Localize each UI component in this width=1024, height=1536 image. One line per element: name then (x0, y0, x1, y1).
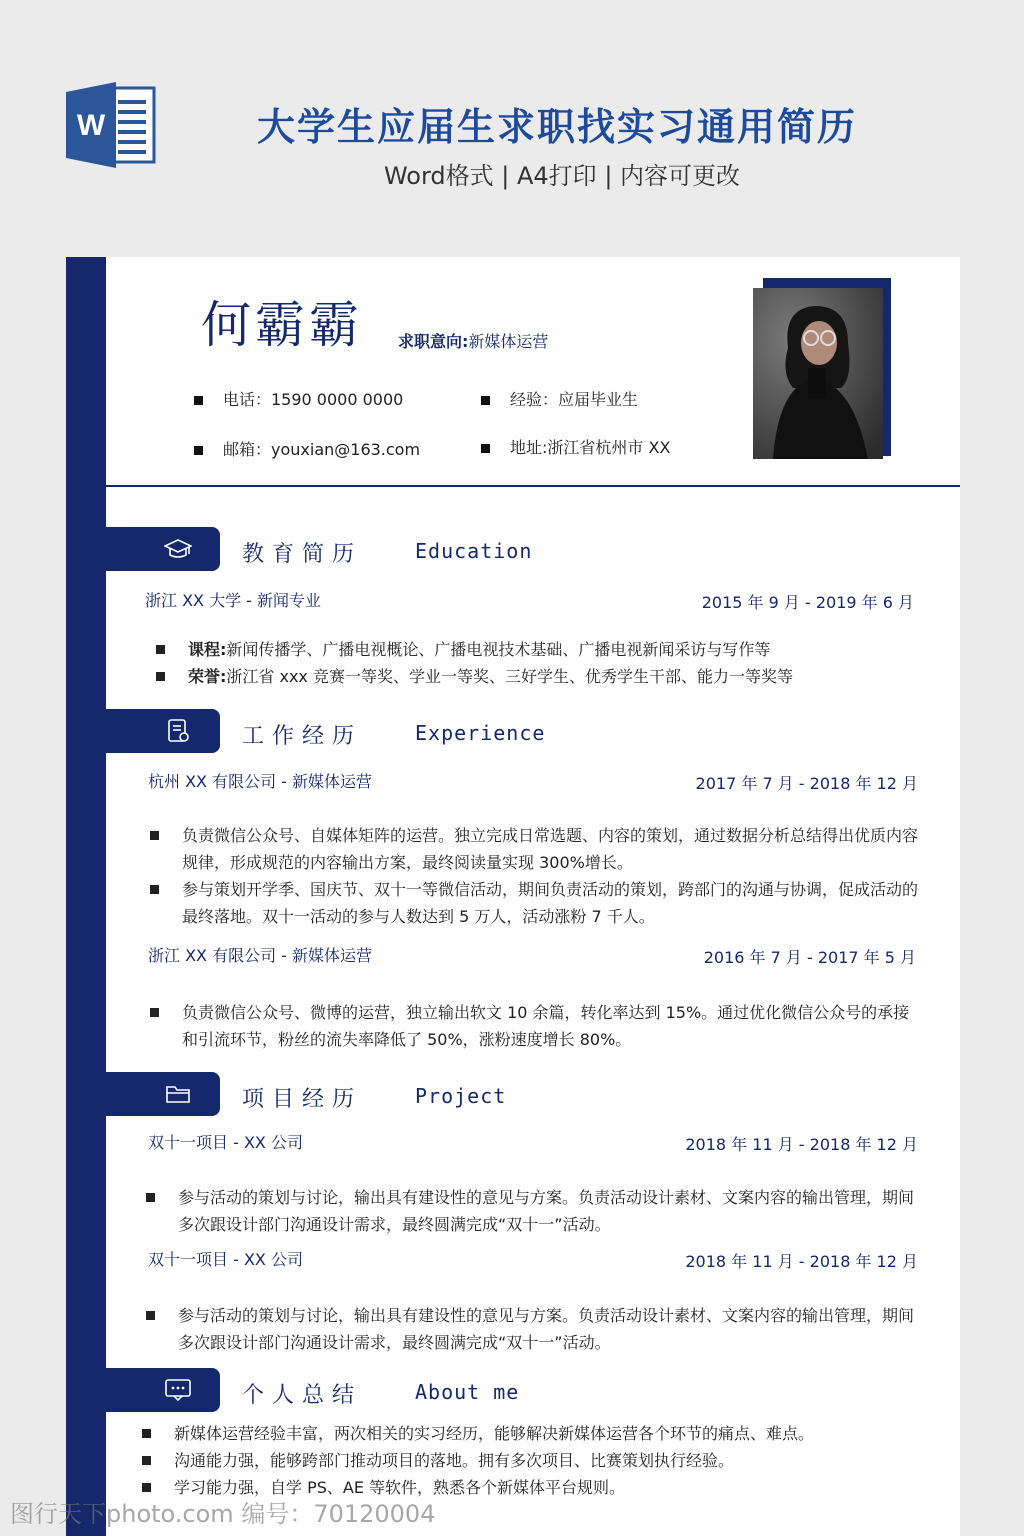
list-item: 沟通能力强，能够跨部门推动项目的落地。拥有多次项目、比赛策划执行经验。 (142, 1447, 932, 1474)
summary-title-en: About me (415, 1380, 520, 1404)
project-1-details (146, 1184, 916, 1238)
summary-tab (106, 1368, 220, 1412)
job-2-company: 浙江 XX 有限公司 - 新媒体运营 (148, 946, 373, 965)
list-item: 参与活动的策划与讨论，输出具有建设性的意见与方案。负责活动设计素材、文案内容的输出管理，期间多次跟设计部门沟通设计需求，最终圆满完成“双十一”活动。 (146, 1302, 916, 1356)
resume-page (66, 257, 960, 1536)
address-item: 地址:浙江省杭州市 XX (481, 435, 670, 458)
job-1-company: 杭州 XX 有限公司 - 新媒体运营 (148, 772, 373, 791)
education-title: 教育简历 (242, 542, 363, 567)
job-intent (398, 329, 548, 352)
experience-title-en: Experience (415, 721, 546, 745)
list-item: 荣誉:浙江省 xxx 竞赛一等奖、学业一等奖、三好学生、优秀学生干部、能力一等奖等 (156, 663, 926, 690)
job-2-details (150, 999, 920, 1053)
list-item: 负责微信公众号、微博的运营，独立输出软文 10 余篇，转化率达到 15%。通过优化微信公众号的承接和引流环节，粉丝的流失率降低了 50%，涨粉速度增长 80%。 (150, 999, 920, 1053)
list-item: 负责微信公众号、自媒体矩阵的运营。独立完成日常选题、内容的策划，通过数据分析总结得出优质内容规律，形成规范的内容输出方案，最终阅读量实现 300%增长。 (150, 822, 920, 876)
candidate-name: 何霸霸 (201, 296, 363, 354)
experience-item: 经验：应届毕业生 (481, 387, 638, 410)
summary-details (142, 1420, 932, 1501)
chat-bubble-icon (164, 1378, 192, 1402)
phone-item: 电话：1590 0000 0000 (194, 387, 403, 410)
graduation-cap-icon (164, 537, 192, 561)
resume-document-icon (164, 719, 192, 743)
project-title-en: Project (415, 1084, 507, 1108)
job-intent-value: 新媒体运营 (468, 332, 549, 351)
list-item: 学习能力强，自学 PS、AE 等软件，熟悉各个新媒体平台规则。 (142, 1474, 932, 1501)
header-divider (106, 485, 960, 487)
page-title: 大学生应届生求职找实习通用简历 (256, 105, 857, 149)
svg-text:W: W (76, 109, 106, 142)
project-title: 项目经历 (242, 1087, 363, 1112)
education-details (156, 636, 926, 690)
job-intent-label: 求职意向: (398, 332, 469, 351)
summary-title: 个人总结 (242, 1383, 363, 1408)
watermark: 图行天下photo.com 编号：70120004 (10, 1500, 436, 1528)
folder-icon (164, 1082, 192, 1106)
list-item: 参与策划开学季、国庆节、双十一等微信活动，期间负责活动的策划，跨部门的沟通与协调，促成活动的最终落地。双十一活动的参与人数达到 5 万人，活动涨粉 7 千人。 (150, 876, 920, 930)
education-title-en: Education (415, 539, 533, 563)
list-item: 新媒体运营经验丰富，两次相关的实习经历，能够解决新媒体运营各个环节的痛点、难点。 (142, 1420, 932, 1447)
education-period: 2015 年 9 月 - 2019 年 6 月 (701, 593, 914, 612)
list-item: 课程:新闻传播学、广播电视概论、广播电视技术基础、广播电视新闻采访与写作等 (156, 636, 926, 663)
page-subtitle: Word格式 | A4打印 | 内容可更改 (383, 162, 741, 190)
project-2-name: 双十一项目 - XX 公司 (148, 1250, 303, 1269)
job-1-details (150, 822, 920, 930)
profile-photo (753, 288, 883, 459)
list-item: 参与活动的策划与讨论，输出具有建设性的意见与方案。负责活动设计素材、文案内容的输出管理，期间多次跟设计部门沟通设计需求，最终圆满完成“双十一”活动。 (146, 1184, 916, 1238)
project-1-name: 双十一项目 - XX 公司 (148, 1133, 303, 1152)
sidebar-stripe (66, 257, 106, 1536)
education-tab (106, 527, 220, 571)
project-2-details (146, 1302, 916, 1356)
project-2-period: 2018 年 11 月 - 2018 年 12 月 (685, 1252, 918, 1271)
job-1-period: 2017 年 7 月 - 2018 年 12 月 (695, 774, 918, 793)
project-1-period: 2018 年 11 月 - 2018 年 12 月 (685, 1135, 918, 1154)
email-item: 邮箱：youxian@163.com (194, 437, 420, 460)
experience-tab (106, 709, 220, 753)
experience-title: 工作经历 (242, 724, 363, 749)
project-tab (106, 1072, 220, 1116)
education-school: 浙江 XX 大学 - 新闻专业 (145, 591, 322, 610)
job-2-period: 2016 年 7 月 - 2017 年 5 月 (703, 948, 916, 967)
